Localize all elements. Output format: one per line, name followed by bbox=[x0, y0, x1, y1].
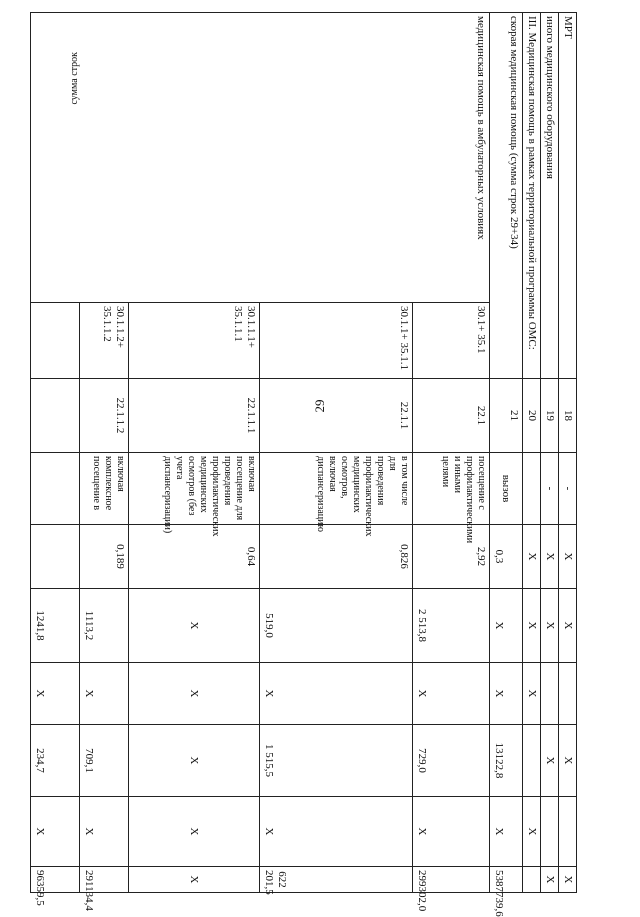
value-cell bbox=[523, 867, 541, 893]
value-cell: 0,64 bbox=[129, 525, 260, 589]
value-cell: X bbox=[31, 797, 80, 867]
sub-lines bbox=[31, 303, 80, 379]
sub-lines: 30.1.1.2+ 35.1.1.2 bbox=[80, 303, 129, 379]
page-number: 29 bbox=[312, 399, 327, 413]
value-cell: X bbox=[129, 663, 260, 725]
unit-cell bbox=[31, 453, 80, 525]
row-label: иного медицинского оборудования bbox=[541, 13, 559, 379]
value-cell: X bbox=[523, 663, 541, 725]
table-row bbox=[541, 13, 559, 893]
value-cell bbox=[523, 725, 541, 797]
value-cell: X bbox=[541, 589, 559, 663]
unit-cell: в том числе для проведения профилактических медицинских осмотров, включая диспансеризацию bbox=[260, 453, 413, 525]
value-cell: X bbox=[490, 589, 523, 663]
financing-table bbox=[30, 12, 577, 917]
value-cell: X bbox=[559, 867, 577, 893]
sub-lines: 30.1+ 35.1 bbox=[413, 303, 490, 379]
value-cell: 622 201,5 bbox=[260, 867, 413, 893]
sub-lines: 30.1.1+ 35.1.1 bbox=[260, 303, 413, 379]
value-cell bbox=[559, 663, 577, 725]
table-row bbox=[490, 13, 523, 893]
unit-cell: посещение с профилактическими и иными целями bbox=[413, 453, 490, 525]
value-cell: X bbox=[31, 663, 80, 725]
value-cell: X bbox=[129, 867, 260, 893]
unit-cell: - bbox=[559, 453, 577, 525]
row-label: III. Медицинская помощь в рамках территориальной программы ОМС: bbox=[523, 13, 541, 379]
value-cell: 234,7 bbox=[31, 725, 80, 797]
value-cell: 2,92 bbox=[413, 525, 490, 589]
value-cell: X bbox=[490, 663, 523, 725]
value-cell: X bbox=[559, 589, 577, 663]
sub-lines: 30.1.1.1+ 35.1.1.1 bbox=[129, 303, 260, 379]
value-cell: X bbox=[541, 725, 559, 797]
line-number: 22.1 bbox=[413, 379, 490, 453]
table-row bbox=[413, 13, 490, 893]
table-row bbox=[523, 13, 541, 893]
value-cell: X bbox=[129, 589, 260, 663]
value-cell: X bbox=[413, 797, 490, 867]
value-cell: X bbox=[523, 589, 541, 663]
line-number: 19 bbox=[541, 379, 559, 453]
value-cell: 709,1 bbox=[80, 725, 129, 797]
document-table-rotated bbox=[34, 12, 577, 917]
value-cell: X bbox=[523, 525, 541, 589]
value-cell bbox=[31, 525, 80, 589]
value-cell: 0,3 bbox=[490, 525, 523, 589]
value-cell: 1241,8 bbox=[31, 589, 80, 663]
value-cell bbox=[541, 663, 559, 725]
value-cell bbox=[541, 797, 559, 867]
value-cell: X bbox=[260, 663, 413, 725]
footer-note: сумма строк bbox=[69, 52, 80, 105]
value-cell: 519,0 bbox=[260, 589, 413, 663]
value-cell: X bbox=[129, 797, 260, 867]
unit-cell: - bbox=[541, 453, 559, 525]
line-number: 22.1.1.1 bbox=[129, 379, 260, 453]
unit-cell: включая посещение для проведения профилактических медицинских осмотров (без учета диспансеризации) bbox=[129, 453, 260, 525]
value-cell: 13122,8 bbox=[490, 725, 523, 797]
unit-cell bbox=[523, 453, 541, 525]
value-cell: X bbox=[129, 725, 260, 797]
value-cell: X bbox=[490, 797, 523, 867]
value-cell: X bbox=[260, 797, 413, 867]
value-cell: X bbox=[559, 525, 577, 589]
line-number: 22.1.1.2 bbox=[80, 379, 129, 453]
value-cell: X bbox=[80, 797, 129, 867]
value-cell: 96359,5 bbox=[31, 867, 80, 893]
value-cell: 291134,4 bbox=[80, 867, 129, 893]
value-cell: 1113,2 bbox=[80, 589, 129, 663]
value-cell: 0,189 bbox=[80, 525, 129, 589]
value-cell: X bbox=[541, 867, 559, 893]
value-cell: 0,826 bbox=[260, 525, 413, 589]
value-cell: 299302,0 bbox=[413, 867, 490, 893]
value-cell: X bbox=[413, 663, 490, 725]
line-number: 22.1.1 bbox=[260, 379, 413, 453]
row-label: скорая медицинская помощь (сумма строк 29+34) bbox=[490, 13, 523, 379]
value-cell: X bbox=[541, 525, 559, 589]
line-number: 18 bbox=[559, 379, 577, 453]
value-cell: X bbox=[559, 725, 577, 797]
unit-cell: включая комплексное посещение в bbox=[80, 453, 129, 525]
value-cell: 2 513,8 bbox=[413, 589, 490, 663]
row-label: медицинская помощь в амбулаторных условиях bbox=[31, 13, 490, 303]
value-cell: 729,0 bbox=[413, 725, 490, 797]
value-cell bbox=[559, 797, 577, 867]
value-cell: 1 515,5 bbox=[260, 725, 413, 797]
line-number: 21 bbox=[490, 379, 523, 453]
value-cell: X bbox=[80, 663, 129, 725]
table-row bbox=[559, 13, 577, 893]
value-cell: 5387739,6 bbox=[490, 867, 523, 893]
unit-cell: вызов bbox=[490, 453, 523, 525]
row-label: МРТ bbox=[559, 13, 577, 379]
line-number: 20 bbox=[523, 379, 541, 453]
value-cell: X bbox=[523, 797, 541, 867]
line-number bbox=[31, 379, 80, 453]
